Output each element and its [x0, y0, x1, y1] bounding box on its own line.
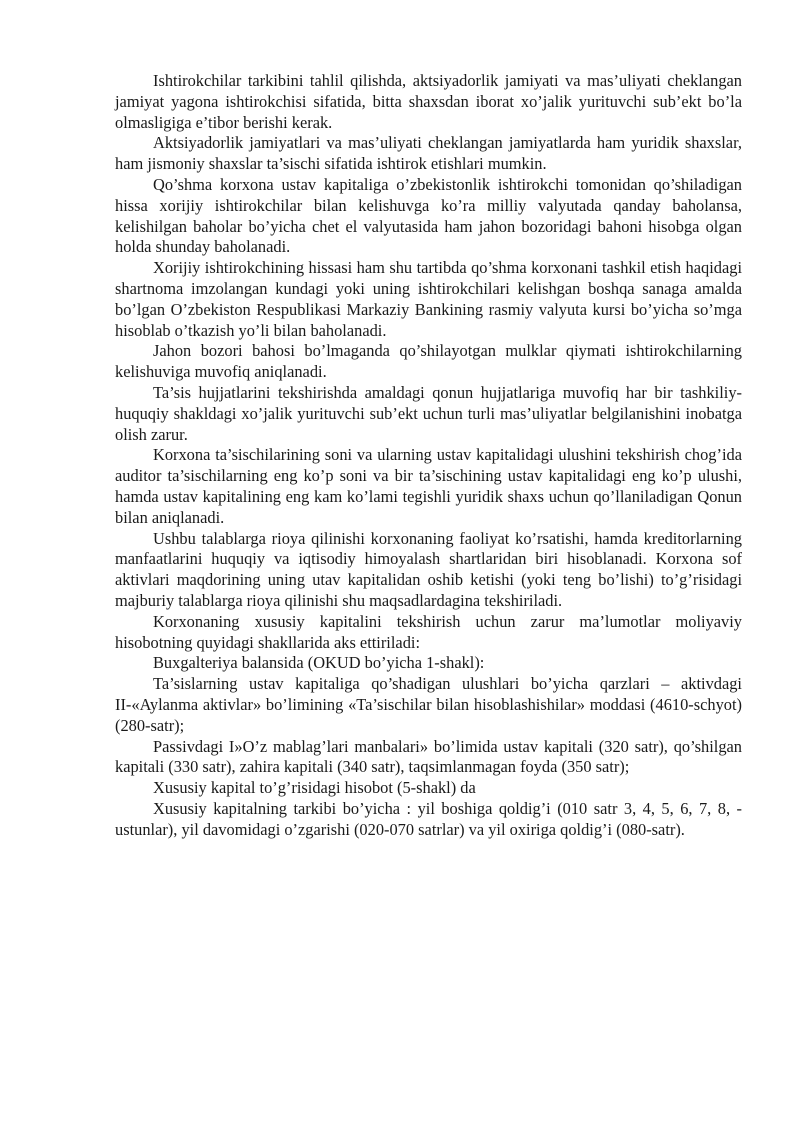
paragraph-3: Qo’shma korxona ustav kapitaliga o’zbekistonlik ishtirokchi tomonidan qo’shiladigan hissa xorijiy ishtirokchilar bilan kelishuvga ko’ra milliy valyutada qanday baholansa, kelishilgan baholar bo’yicha chet el valyutasida ham jahon bozoridagi bahoni hisobga olgan holda shunday baholanadi. [115, 174, 742, 257]
paragraph-5: Jahon bozori bahosi bo’lmaganda qo’shilayotgan mulklar qiymati ishtirokchilarning kelishuviga muvofiq aniqlanadi. [115, 341, 742, 382]
paragraph-1: Ishtirokchilar tarkibini tahlil qilishda, aktsiyadorlik jamiyati va mas’uliyati cheklangan jamiyat yagona ishtirokchisi sifatida, bitta shaxsdan iborat xo’jalik yurituvchi sub’ekt bo’la olmasligiga e’tibor berishi kerak. [115, 71, 742, 132]
paragraph-14: Xususiy kapitalning tarkibi bo’yicha : yil boshiga qoldig’i (010 satr 3, 4, 5, 6, 7, 8, -ustunlar), yil davomidagi o’zgarishi (020-070 satrlar) va yil oxiriga qoldig’i (080-satr). [115, 798, 742, 839]
paragraph-7: Korxona ta’sischilarining soni va ularning ustav kapitalidagi ulushini tekshirish chog’ida auditor ta’sischilarning eng ko’p soni va bir ta’sischining ustav kapitalidagi eng ko’p ulushi, hamda ustav kapitalining eng kam ko’lami tegishli yuridik shaxs uchun qo’llaniladigan Qonun bilan aniqlanadi. [115, 445, 742, 527]
paragraph-8: Ushbu talablarga rioya qilinishi korxonaning faoliyat ko’rsatishi, hamda kreditorlarning manfaatlarini huquqiy va iqtisodiy himoyalash shartlaridan biri hisoblanadi. Korxona sof aktivlari maqdorining uning utav kapitalidan oshib ketishi (yoki teng bo’lishi) to’g’risidagi majburiy talablarga rioya qilinishi shu maqsadlardagina tekshiriladi. [115, 528, 742, 610]
paragraph-11: Ta’sislarning ustav kapitaliga qo’shadigan ulushlari bo’yicha qarzlari – aktivdagi II-«Aylanma aktivlar» bo’limining «Ta’sischilar bilan hisoblashishilar» moddasi (4610-schyot) (280-satr); [115, 674, 742, 735]
paragraph-10: Buxgalteriya balansida (OKUD bo’yicha 1-shakl): [153, 653, 485, 673]
paragraph-4: Xorijiy ishtirokchining hissasi ham shu tartibda qo’shma korxonani tashkil etish haqidagi shartnoma imzolangan kundagi yoki uning ishtirokchilari kelishgan boshqa sanaga amalda bo’lgan O’zbekiston Respublikasi Markaziy Bankining rasmiy valyuta kursi bo’yicha so’mga hisoblab o’tkazish yo’li bilan baholanadi. [115, 258, 742, 340]
paragraph-12: Passivdagi I»O’z mablag’lari manbalari» bo’limida ustav kapitali (320 satr), qo’shilgan kapitali (330 satr), zahira kapitali (340 satr), taqsimlanmagan foyda (350 satr); [115, 736, 742, 777]
paragraph-13: Xususiy kapital to’g’risidagi hisobot (5-shakl) da [153, 778, 476, 798]
paragraph-6: Ta’sis hujjatlarini tekshirishda amaldagi qonun hujjatlariga muvofiq har bir tashkiliy-huquqiy shakldagi xo’jalik yurituvchi sub’ekt uchun turli mas’uliyatlar belgilanishini inobatga olish zarur. [115, 382, 742, 444]
paragraph-9: Korxonaning xususiy kapitalini tekshirish uchun zarur ma’lumotlar moliyaviy hisobotning quyidagi shakllarida aks ettiriladi: [115, 611, 742, 652]
document-page [115, 71, 742, 840]
paragraph-2: Aktsiyadorlik jamiyatlari va mas’uliyati cheklangan jamiyatlarda ham yuridik shaxslar, ham jismoniy shaxslar ta’sischi sifatida ishtirok etishlari mumkin. [115, 133, 742, 174]
